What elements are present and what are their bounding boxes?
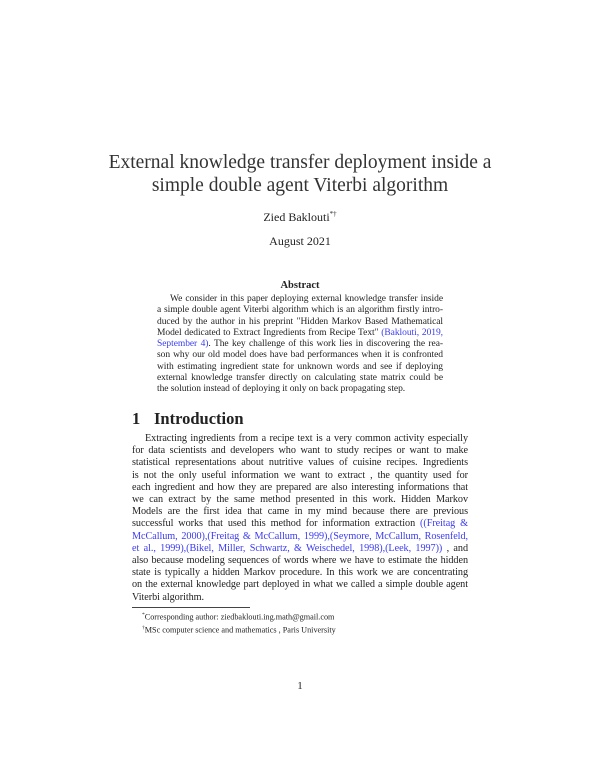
footnote <box>142 623 336 636</box>
text-line <box>132 555 468 567</box>
text-line <box>132 543 468 555</box>
citation-link[interactable]: et al., 1999),(Bikel, Miller, Schwartz, & Weischedel, 1998),(Leek, 1997)) <box>132 542 443 554</box>
text-line <box>157 362 443 373</box>
text-span: Model dedicated to Extract Ingredients from Recipe Text" <box>157 327 382 338</box>
text-span: also because modeling sequences of words where we have to estimate the hidden <box>132 555 468 567</box>
text-span: Extracting ingredients from a recipe text is a very common activity especially <box>145 433 468 444</box>
text-span: with estimating ingredient state for unknown words and see if deploying <box>157 361 443 372</box>
text-span: We consider in this paper deploying external knowledge transfer inside <box>170 294 443 304</box>
footnote-text: MSc computer science and mathematics , Paris University <box>144 625 336 635</box>
text-line <box>157 317 443 328</box>
abstract-heading: Abstract <box>280 280 320 291</box>
footnote-mark: * <box>142 612 145 618</box>
citation-link[interactable]: (Baklouti, 2019, <box>381 327 443 338</box>
text-line <box>157 294 443 305</box>
citation-link[interactable]: September 4) <box>157 339 209 349</box>
text-line <box>157 328 443 339</box>
text-span: duced by the author in his preprint "Hidden Markov Based Mathematical <box>157 316 443 327</box>
text-span: . The key challenge of this work lies in discovering the rea- <box>208 339 443 349</box>
abstract-body <box>157 294 443 395</box>
footnote-mark: † <box>142 624 145 631</box>
text-line <box>132 494 468 506</box>
text-line <box>132 579 468 591</box>
text-span: state is typically a hidden Markov procedure. In this work we are concentrating <box>132 567 468 579</box>
text-span: for data scientists and developers who want to study recipes or want to make <box>132 445 468 457</box>
text-span: a simple double agent Viterbi algorithm which is an algorithm firstly intro- <box>157 305 443 316</box>
section-number: 1 <box>132 409 141 428</box>
author-footnote-marks: *† <box>329 210 337 218</box>
text-span: on the external knowledge part deployed in what we called a simple double agent <box>132 579 468 591</box>
text-line <box>157 350 443 361</box>
text-line <box>157 339 443 350</box>
text-span: , and <box>442 542 468 554</box>
section-title: Introduction <box>154 409 244 428</box>
footnote-text: Corresponding author: ziedbaklouti.ing.math@gmail.com <box>144 612 335 622</box>
title-line: simple double agent Viterbi algorithm <box>151 175 449 196</box>
text-line <box>157 373 443 384</box>
date: August 2021 <box>269 234 331 248</box>
footnotes <box>142 610 336 635</box>
text-span: we can extract by the same method presented in this work. Hidden Markov <box>132 494 468 506</box>
text-line <box>132 531 468 543</box>
text-span: successful works that used this method for information extraction <box>132 518 421 530</box>
footnote <box>142 610 336 623</box>
text-line <box>132 592 468 604</box>
text-span: Models are the first idea that came in my mind because there are previous <box>132 506 468 518</box>
text-span: external knowledge transfer directly on calculating state matrix could be <box>157 372 443 383</box>
text-line <box>132 567 468 579</box>
text-line <box>157 305 443 316</box>
text-span: each ingredient and how they are prepared are also interesting informations that <box>132 481 468 493</box>
author <box>0 210 600 225</box>
author-name: Zied Baklouti <box>263 210 330 224</box>
text-line <box>132 518 468 530</box>
text-line <box>132 445 468 457</box>
text-span: statistical representations about nutritive values of cuisine recipes. Ingredients <box>132 457 468 469</box>
section-heading <box>132 409 244 429</box>
text-span: is not the only useful information we want to extract , the quantity used for <box>132 469 468 481</box>
text-line <box>132 482 468 494</box>
title-line: External knowledge transfer deployment inside a <box>108 152 492 173</box>
section-body <box>132 433 468 604</box>
text-span: son why our old model does have bad performances when it is confronted <box>157 350 443 361</box>
page-number: 1 <box>297 680 303 692</box>
text-span: Viterbi algorithm. <box>132 591 205 603</box>
paper-title <box>0 151 600 197</box>
citation-link[interactable]: ((Freitag & <box>420 518 469 530</box>
text-line <box>157 384 443 395</box>
text-line <box>132 433 468 445</box>
text-line <box>132 457 468 469</box>
text-line <box>132 506 468 518</box>
footnote-rule <box>132 607 250 608</box>
citation-link[interactable]: McCallum, 2000),(Freitag & McCallum, 1999),(Seymore, McCallum, Rosenfeld, <box>132 530 468 542</box>
text-span: the solution instead of deploying it only on back propagating step. <box>157 384 406 394</box>
text-line <box>132 470 468 482</box>
